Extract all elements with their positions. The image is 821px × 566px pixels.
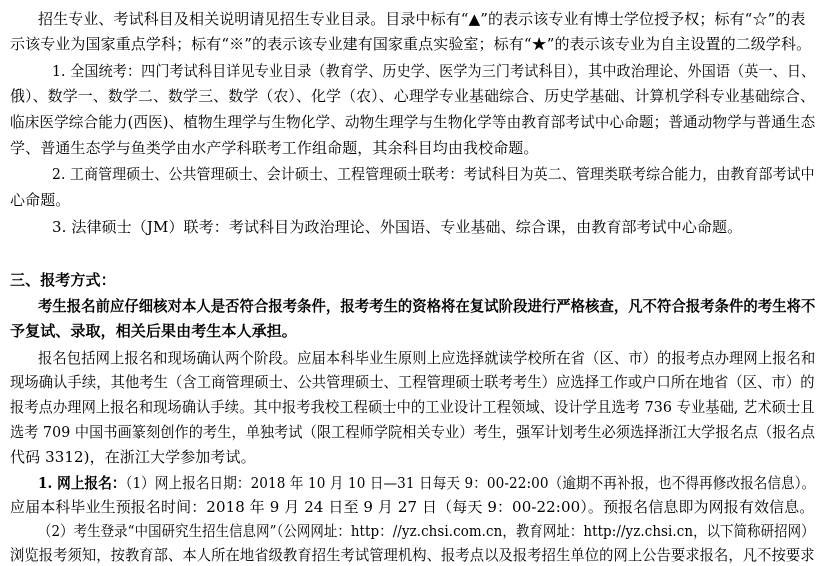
- item1-line-2: 俄）、数学一、数学二、数学三、数学（农）、化学（农）、心理学专业基础综合、历史学基础、计算机学科专业基础综合、: [10, 87, 816, 105]
- item2-line-2: 心命题。: [10, 191, 71, 209]
- item1-line-1: 1. 全国统考：四门考试科目详见专业目录（教育学、历史学、医学为三门考试科目），其中政治理论、外国语（英一、日、: [52, 62, 816, 80]
- item3-line-1: 3. 法律硕士（JM）联考：考试科目为政治理论、外国语、专业基础、综合课，由教育部考试中心命题。: [52, 218, 743, 236]
- warning-line-2: 予复试、录取，相关后果由考生本人承担。: [10, 322, 297, 340]
- item2-line-1: 2. 工商管理硕士、公共管理硕士、会计硕士、工程管理硕士联考：考试科目为英二、管理类联考综合能力，由教育部考试中: [52, 165, 815, 183]
- warning-line-1: 考生报名前应仔细核对本人是否符合报考条件，报考考生的资格将在复试阶段进行严格核查，凡不符合报考条件的考生将不: [38, 297, 816, 315]
- online-reg-line-1: [38, 472, 815, 494]
- method-para-line-1: 报名包括网上报名和现场确认两个阶段。应届本科毕业生原则上应选择就读学校所在省（区、市）的报考点办理网上报名和: [38, 349, 816, 367]
- intro-line-2: 示该专业为国家重点学科；标有“※”的表示该专业建有国家重点实验室；标有“★”的表示该专业为自主设置的二级学科。: [10, 35, 812, 53]
- method-para-line-2: 现场确认手续，其他考生（含工商管理硕士、公共管理硕士、工程管理硕士联考考生）应选择工作或户口所在地省（区、市）的: [10, 373, 815, 391]
- intro-line-1: 招生专业、考试科目及相关说明请见招生专业目录。目录中标有“▲”的表示该专业有博士学位授予权；标有“☆”的表: [38, 10, 806, 28]
- item1-line-4: 学、普通生态学与鱼类学由水产学科联考工作组命题，其余科目均由我校命题。: [10, 139, 539, 157]
- online-reg-date: （1）网上报名日期：2018 年 10 月 10 日—31 日每天 9：00-22:00（逾期不再补报，也不得再修改报名信息）。: [125, 474, 816, 492]
- method-para-line-5: 代码 3312)，在浙江大学参加考试。: [10, 448, 256, 466]
- online-reg-line-3: （2）考生登录“中国研究生招生信息网”（公网网址：http：//yz.chsi.com.cn，教育网址：http://yz.chsi.cn，以下简称研招网）: [38, 522, 815, 540]
- method-para-line-3: 报考点办理网上报名和现场确认手续。其中报考我校工程硕士中的工业设计工程领域、设计学且选考 736 专业基础, 艺术硕士且: [10, 398, 815, 416]
- section-heading: 三、报考方式：: [10, 271, 116, 289]
- item1-line-3: 临床医学综合能力(西医)、植物生理学与生物化学、动物生理学与生物化学等由教育部考试中心命题；普通动物学与普通生态: [10, 113, 816, 131]
- method-para-line-4: 选考 709 中国书画篆刻创作的考生，单独考试（限工程师学院相关专业）考生，强军计划考生必须选择浙江大学报名点（报名点: [10, 423, 816, 441]
- online-reg-label: 1. 网上报名：: [38, 474, 126, 492]
- online-reg-line-2: 应届本科毕业生预报名时间：2018 年 9 月 24 日至 9 月 27 日（每天 9：00-22:00）。预报名信息即为网报有效信息。: [10, 498, 815, 516]
- online-reg-line-4: 浏览报考须知，按教育部、本人所在地省级教育招生考试管理机构、报考点以及报考招生单位的网上公告要求报名，凡不按要求: [10, 546, 815, 564]
